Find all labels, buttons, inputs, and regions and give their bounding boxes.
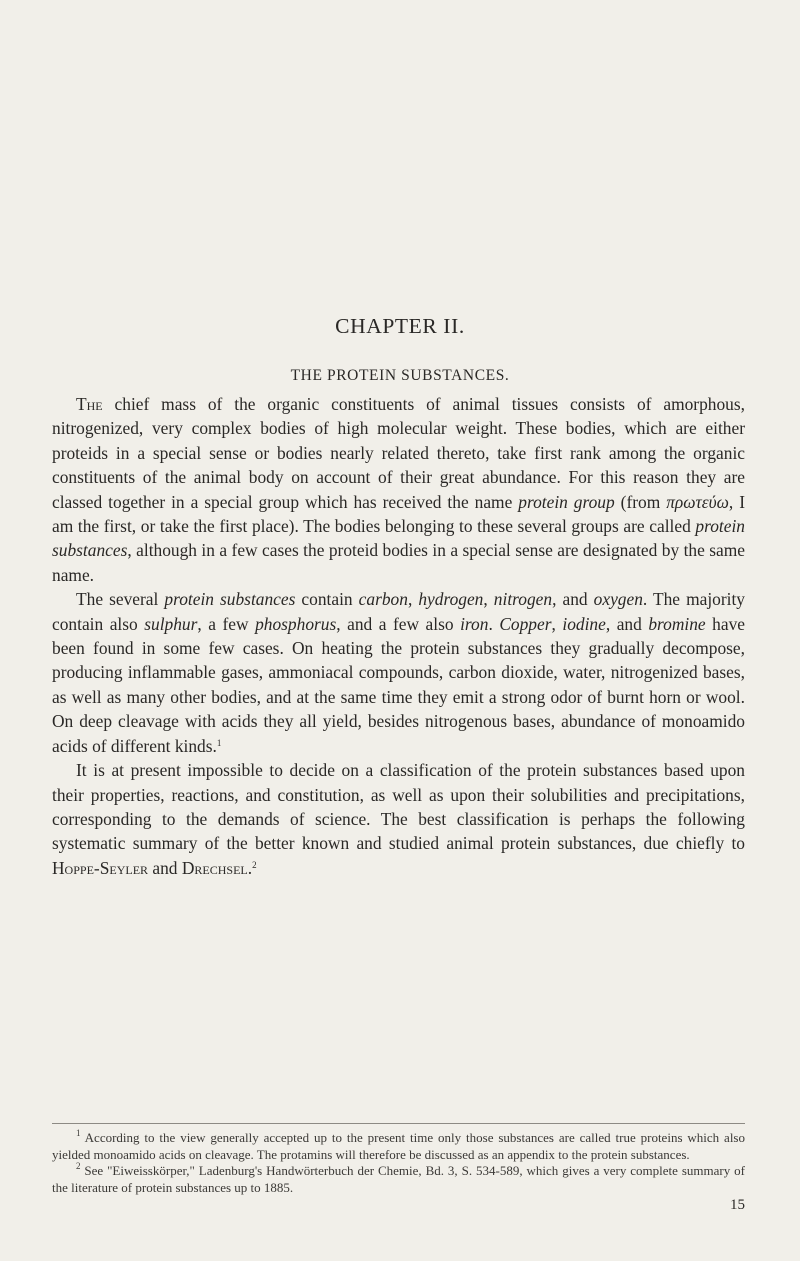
section-title: THE PROTEIN SUBSTANCES.: [290, 367, 510, 384]
term-protein-substances: protein substances: [52, 516, 745, 561]
footnote-mark: 1: [76, 1128, 81, 1138]
paragraph-1: The chief mass of the organic constituents of animal tissues consists of amorphous, nitrogenized, very complex bodies of high molecular weight. These bodies, which are either proteids in a special sense or bodies nearly related thereto, take first rank among the organic constituents of the animal body on account of their great abundance. For this reason they are classed together in a special group which has received the name protein group (from πρωτεύω, I am the first, or take the first place). The bodies belonging to these several groups are called protein substances, although in a few cases the proteid bodies in a special sense are designated by the same name.: [52, 394, 745, 585]
footnote-1: $^1$ According to the view generally accepted up to the present time only those substances are called true proteins which also yielded monoamido acids on cleavage. The protamins will therefore be discussed as an appendix to the protein substances.: [52, 1128, 745, 1162]
author-name: Hoppe-Seyler: [52, 857, 149, 878]
paragraph-lead-word: The: [76, 394, 103, 414]
body-text: [52, 392, 745, 880]
term-protein-group: protein group: [518, 491, 615, 512]
greek-word: πρωτεύω: [666, 491, 729, 512]
footnote-ref-1[interactable]: 1: [216, 737, 222, 748]
chapter-title: CHAPTER II.: [335, 314, 465, 338]
footnotes: [52, 1130, 745, 1196]
paragraph-2: The several protein substances contain carbon, hydrogen, nitrogen, and oxygen. The majority contain also sulphur, a few phosphorus, and a few also iron. Copper, iodine, and bromine have been found in some few cases. On heating the protein substances they gradually decompose, producing inflammable gases, ammoniacal compounds, carbon dioxide, water, nitrogenized bases, as well as many other bodies, and at the same time they emit a strong odor of burnt horn or wool. On deep cleavage with acids they all yield, besides nitrogenous bases, abundance of monoamido acids of different kinds.$^1$: [52, 589, 745, 756]
author-name: Drechsel: [181, 857, 248, 878]
page-number: 15: [730, 1197, 745, 1213]
paragraph-3: It is at present impossible to decide on a classification of the protein substances based upon their properties, reactions, and constitution, as well as upon their solubilities and precipitations, corresponding to the demands of science. The best classification is perhaps the following systematic summary of the better known and studied animal protein substances, due chiefly to Hoppe-Seyler and Drechsel.$^2$: [52, 760, 745, 878]
footnote-2: $^2$ See "Eiweisskörper," Ladenburg's Handwörterbuch der Chemie, Bd. 3, S. 534-589, which gives a very complete summary of the literature of protein substances up to 1885.: [52, 1161, 745, 1195]
footnote-ref-2[interactable]: 2: [252, 859, 257, 870]
footnote-divider: [52, 1123, 745, 1124]
footnote-mark: 2: [76, 1161, 81, 1172]
